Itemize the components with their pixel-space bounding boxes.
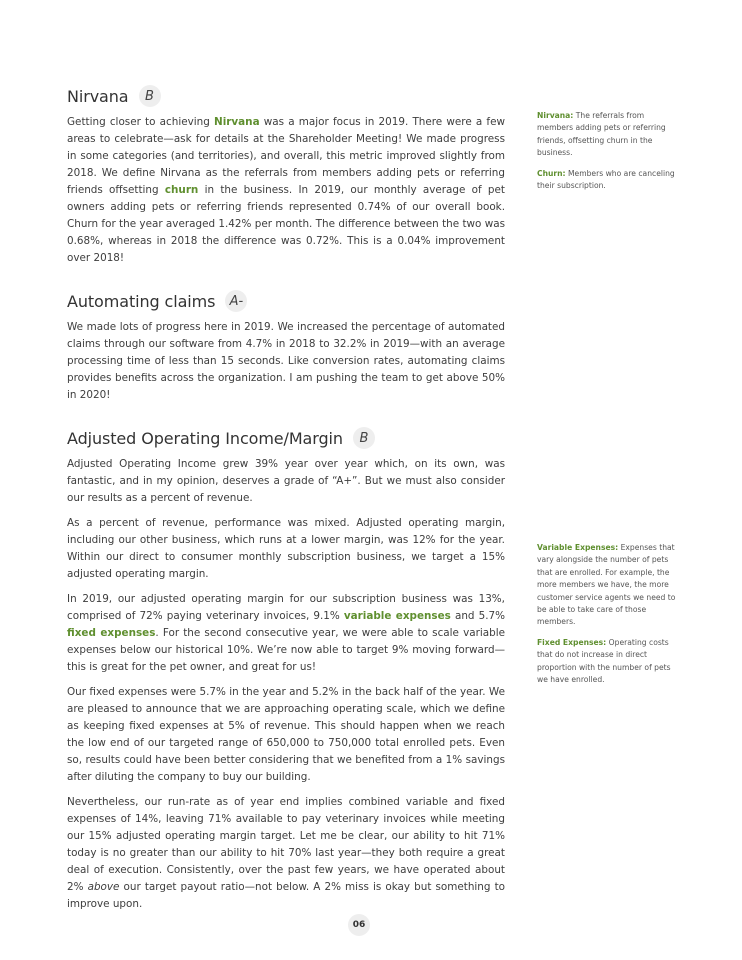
text-run: in the business. In 2019, our monthly average of pet owners adding pets or referring friends represented 0.74% of our overall book. Churn for the year averaged 1.42% per month. The difference between the two was 0.68%, whereas in 2018 the difference was 0.72%. This is a 0.04% improvement over 2018!	[67, 184, 505, 264]
emphasis-above: above	[87, 881, 120, 893]
glossary-definition: Expenses that vary alongside the number of pets that are enrolled. For example, the more members we have, the more customer service agents we need to be able to take care of those members.	[537, 543, 676, 627]
text-run: Nevertheless, our run-rate as of year end implies combined variable and fixed expenses of 14%, leaving 71% available to pay veterinary invoices while meeting our 15% adjusted operating margin target. Let me be clear, our ability to hit 71% today is no greater than our ability to hit 70% last year—they both require a great deal of execution. Consistently, over the past few years, we have operated about 2%	[67, 796, 505, 893]
paragraph-claims: We made lots of progress here in 2019. We increased the percentage of automated claims through our software from 4.7% in 2018 to 32.2% in 2019—with an average processing time of less than 15 seconds. Like conversion rates, automating claims provides benefits across the organization. I am pushing the team to get above 50% in 2020!	[67, 321, 505, 401]
text-run: Getting closer to achieving	[67, 116, 215, 128]
glossary-definition: Operating costs that do not increase in direct proportion with the number of pets we have enrolled.	[537, 637, 671, 685]
glossary-note-churn	[537, 168, 677, 193]
paragraph-aoi-1: Adjusted Operating Income grew 39% year over year which, on its own, was fantastic, and in my opinion, deserves a grade of “A+”. But we must also consider our results as a percent of revenue.	[67, 458, 505, 504]
grade-badge: B	[139, 85, 161, 107]
glossary-definition: Members who are canceling their subscription.	[537, 168, 675, 191]
glossary-note-nirvana	[537, 110, 677, 160]
glossary-note-variable-expenses	[537, 542, 677, 629]
paragraph-aoi-3	[67, 591, 505, 676]
text-run: . For the second consecutive year, we were able to scale variable expenses below our historical 10%. We’re now able to target 9% moving forward—this is great for the pet owner, and great for us!	[67, 627, 505, 673]
section-header-aoi	[67, 426, 505, 450]
paragraph-aoi-5	[67, 794, 505, 913]
section-header-nirvana	[67, 84, 505, 108]
glossary-term: Nirvana:	[537, 111, 574, 120]
paragraph-nirvana	[67, 114, 505, 267]
text-run: our target payout ratio—not below. A 2% miss is okay but something to improve upon.	[67, 881, 506, 910]
term-highlight-variable-expenses: variable expenses	[343, 610, 451, 622]
glossary-term: Fixed Expenses:	[537, 637, 607, 647]
sidebar-glossary-top	[537, 110, 677, 200]
paragraph-aoi-4: Our fixed expenses were 5.7% in the year and 5.2% in the back half of the year. We are pleased to announce that we are approaching operating scale, which we define as keeping fixed expenses at 5% of revenue. This should happen when we reach the low end of our targeted range of 650,000 to 750,000 total enrolled pets. Even so, results could have been better considering that we benefited from a 1% savings after diluting the company to buy our building.	[67, 686, 505, 783]
term-highlight-nirvana: Nirvana	[214, 116, 260, 128]
grade-badge: A-	[225, 290, 247, 312]
section-title: Adjusted Operating Income/Margin	[67, 428, 343, 448]
term-highlight-fixed-expenses: fixed expenses	[67, 627, 156, 639]
glossary-note-fixed-expenses	[537, 637, 677, 687]
glossary-term: Variable Expenses:	[537, 543, 619, 552]
glossary-definition: The referrals from members adding pets or referring friends, offsetting churn in the business.	[537, 111, 666, 158]
section-header-claims	[67, 289, 505, 313]
main-column	[67, 84, 505, 921]
page-number: 06	[348, 914, 370, 936]
glossary-term: Churn:	[537, 168, 566, 178]
text-run: and 5.7%	[450, 610, 505, 622]
text-run: was a major focus in 2019. There were a few areas to celebrate—ask for details at the Shareholder Meeting! We made progress in some categories (and territories), and overall, this metric improved slightly from 2018. We define Nirvana as the referrals from members adding pets or referring friends offsetting	[67, 116, 505, 196]
section-title: Automating claims	[67, 291, 216, 311]
sidebar-glossary-bottom	[537, 542, 677, 694]
section-title: Nirvana	[67, 86, 129, 106]
paragraph-aoi-2: As a percent of revenue, performance was mixed. Adjusted operating margin, including our other business, which runs at a lower margin, was 12% for the year. Within our direct to consumer monthly subscription business, we target a 15% adjusted operating margin.	[67, 517, 505, 580]
text-run: In 2019, our adjusted operating margin for our subscription business was 13%, comprised of 72% paying veterinary invoices, 9.1%	[67, 593, 505, 622]
grade-badge: B	[353, 427, 375, 449]
term-highlight-churn: churn	[164, 184, 199, 196]
